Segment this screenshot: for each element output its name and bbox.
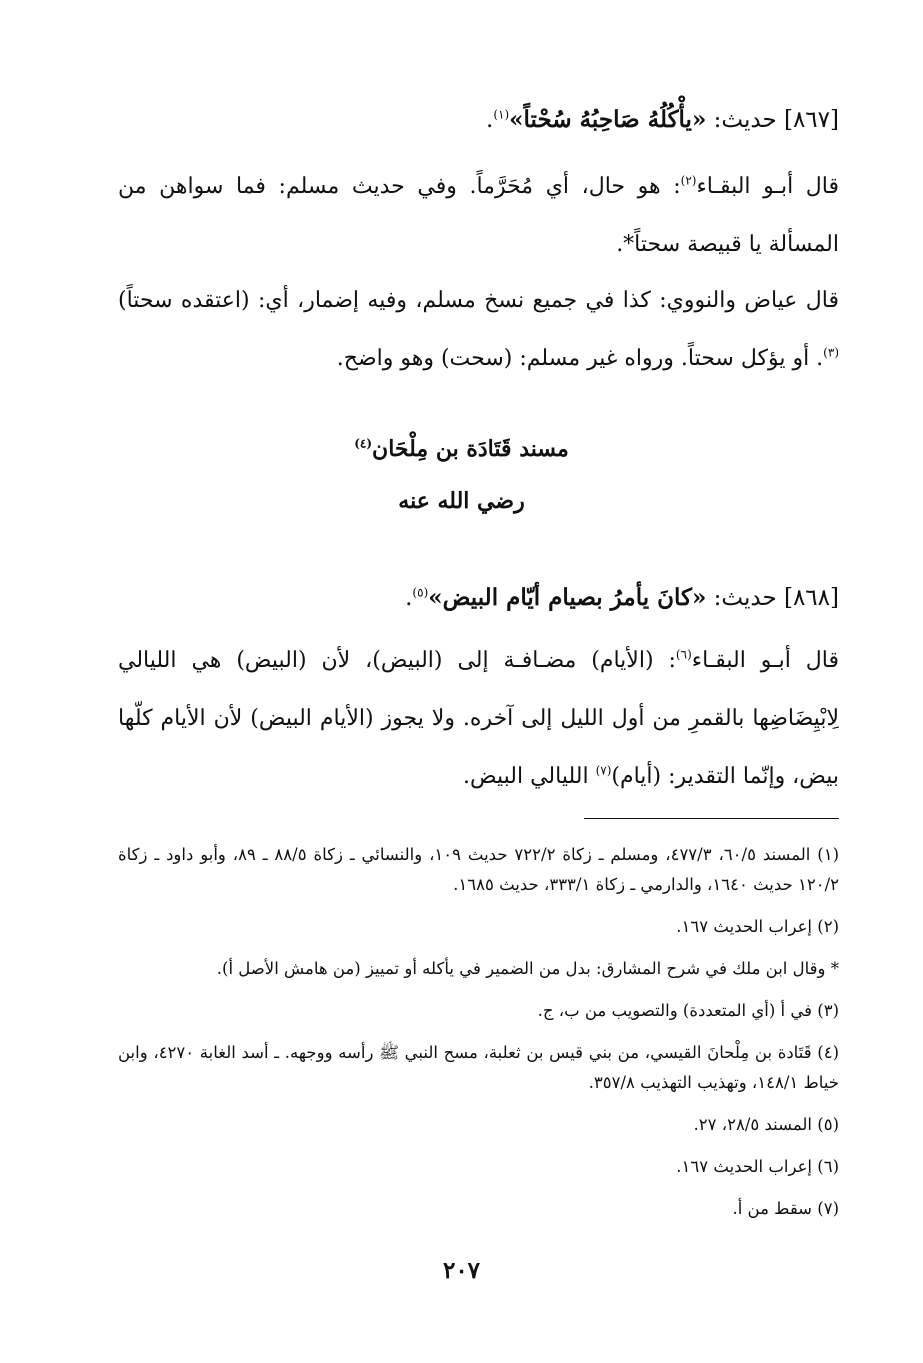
footnote-2: (٢) إعراب الحديث ١٦٧.	[676, 917, 839, 936]
paragraph-iyad-nawawi	[118, 272, 839, 388]
musnad-title: مسند قَتَادَة بن مِلْحَان	[372, 436, 569, 462]
paragraph-text: قال أبـو البقـاء	[691, 648, 839, 673]
footnotes	[118, 840, 839, 1236]
footnote-ref-2: (٢)	[680, 173, 697, 188]
footnote-ref-7: (٧)	[595, 763, 612, 778]
paragraph-text: : هو حال، أي مُحَرَّماً. وفي حديث مسلم: فما سواهن من المسألة يا قبيصة سحتاً*.	[118, 174, 839, 257]
footnote-star: * وقال ابن ملك في شرح المشارق: بدل من الضمير في يأكله أو تمييز (من هامش الأصل أ).	[216, 959, 839, 978]
hadith-868	[118, 578, 839, 618]
paragraph-text: . أو يؤكل سحتاً. ورواه غير مسلم: (سحت) وهو واضح.	[336, 346, 824, 371]
hadith-867-label: [٨٦٧] حديث:	[713, 107, 839, 133]
footnote-1: (١) المسند ٦٠/٥، ٤٧٧/٣، ومسلم ـ زكاة ٧٢٢/٢ حديث ١٠٩، والنسائي ـ زكاة ٨٨/٥ ـ ٨٩، وأبو داود ـ زكاة ١٢٠/٢ حديث ١٦٤٠، والدارمي ـ زكاة ٣٣٣/١، حديث ١٦٨٥.	[118, 845, 839, 894]
footnote-ref-5: (٥)	[412, 585, 429, 600]
paragraph-text: : (الأيام) مضـافـة إلى (البيض)، لأن (البيض) هي الليالي لِابْيِضَاضِها بالقمرِ من أول الليل إلى آخره. ولا يجوز (الأيام البيض) لأن الأيام كلّها بيض، وإنّما التقدير: (أيام)	[118, 648, 839, 789]
footnote-5: (٥) المسند ٢٨/٥، ٢٧.	[693, 1115, 839, 1134]
paragraph-text: قال عياض والنووي: كذا في جميع نسخ مسلم، وفيه إضمار، أي: (اعتقده سحتاً)	[118, 288, 839, 313]
footnote-ref-6: (٦)	[675, 647, 692, 662]
hadith-868-label: [٨٦٨] حديث:	[713, 585, 839, 611]
musnad-subtitle-text: رضي الله عنه	[398, 488, 525, 514]
hadith-867-text: «يأْكُلُهُ صَاحِبُهُ سُحْتاً»	[509, 106, 707, 133]
footnote-ref-1: (١)	[493, 107, 510, 122]
footnote-3: (٣) في أ (أي المتعددة) والتصويب من ب، ج.	[537, 1001, 839, 1020]
paragraph-text: الليالي البيض.	[463, 764, 596, 789]
footnote-ref-4: (٤)	[354, 436, 373, 451]
hadith-867-end: .	[486, 107, 494, 133]
footnote-6: (٦) إعراب الحديث ١٦٧.	[676, 1157, 839, 1176]
page-number: ٢٠٧	[442, 1257, 481, 1284]
footnote-7: (٧) سقط من أ.	[732, 1199, 839, 1218]
musnad-heading	[84, 436, 839, 462]
footnote-ref-3: (٣)	[823, 345, 839, 360]
musnad-subtitle	[84, 488, 839, 514]
hadith-867	[118, 100, 839, 140]
footnote-4: (٤) قَتَادة بن مِلْحانَ القيسي، من بني قيس بن ثعلبة، مسح النبي ﷺ رأسه ووجهه. ـ أسد الغابة ٤٢٧٠، وابن خياط ١٤٨/١، وتهذيب التهذيب ٣٥٧/٨.	[118, 1043, 839, 1092]
paragraph-abu-al-baqa-2	[118, 632, 839, 806]
paragraph-text: قال أبـو البقـاء	[696, 174, 839, 199]
hadith-868-text: «كانَ يأمرُ بصيام أيّام البيض»	[428, 584, 707, 611]
hadith-868-end: .	[405, 585, 413, 611]
footnote-divider	[584, 818, 839, 819]
paragraph-abu-al-baqa-1	[118, 158, 839, 274]
